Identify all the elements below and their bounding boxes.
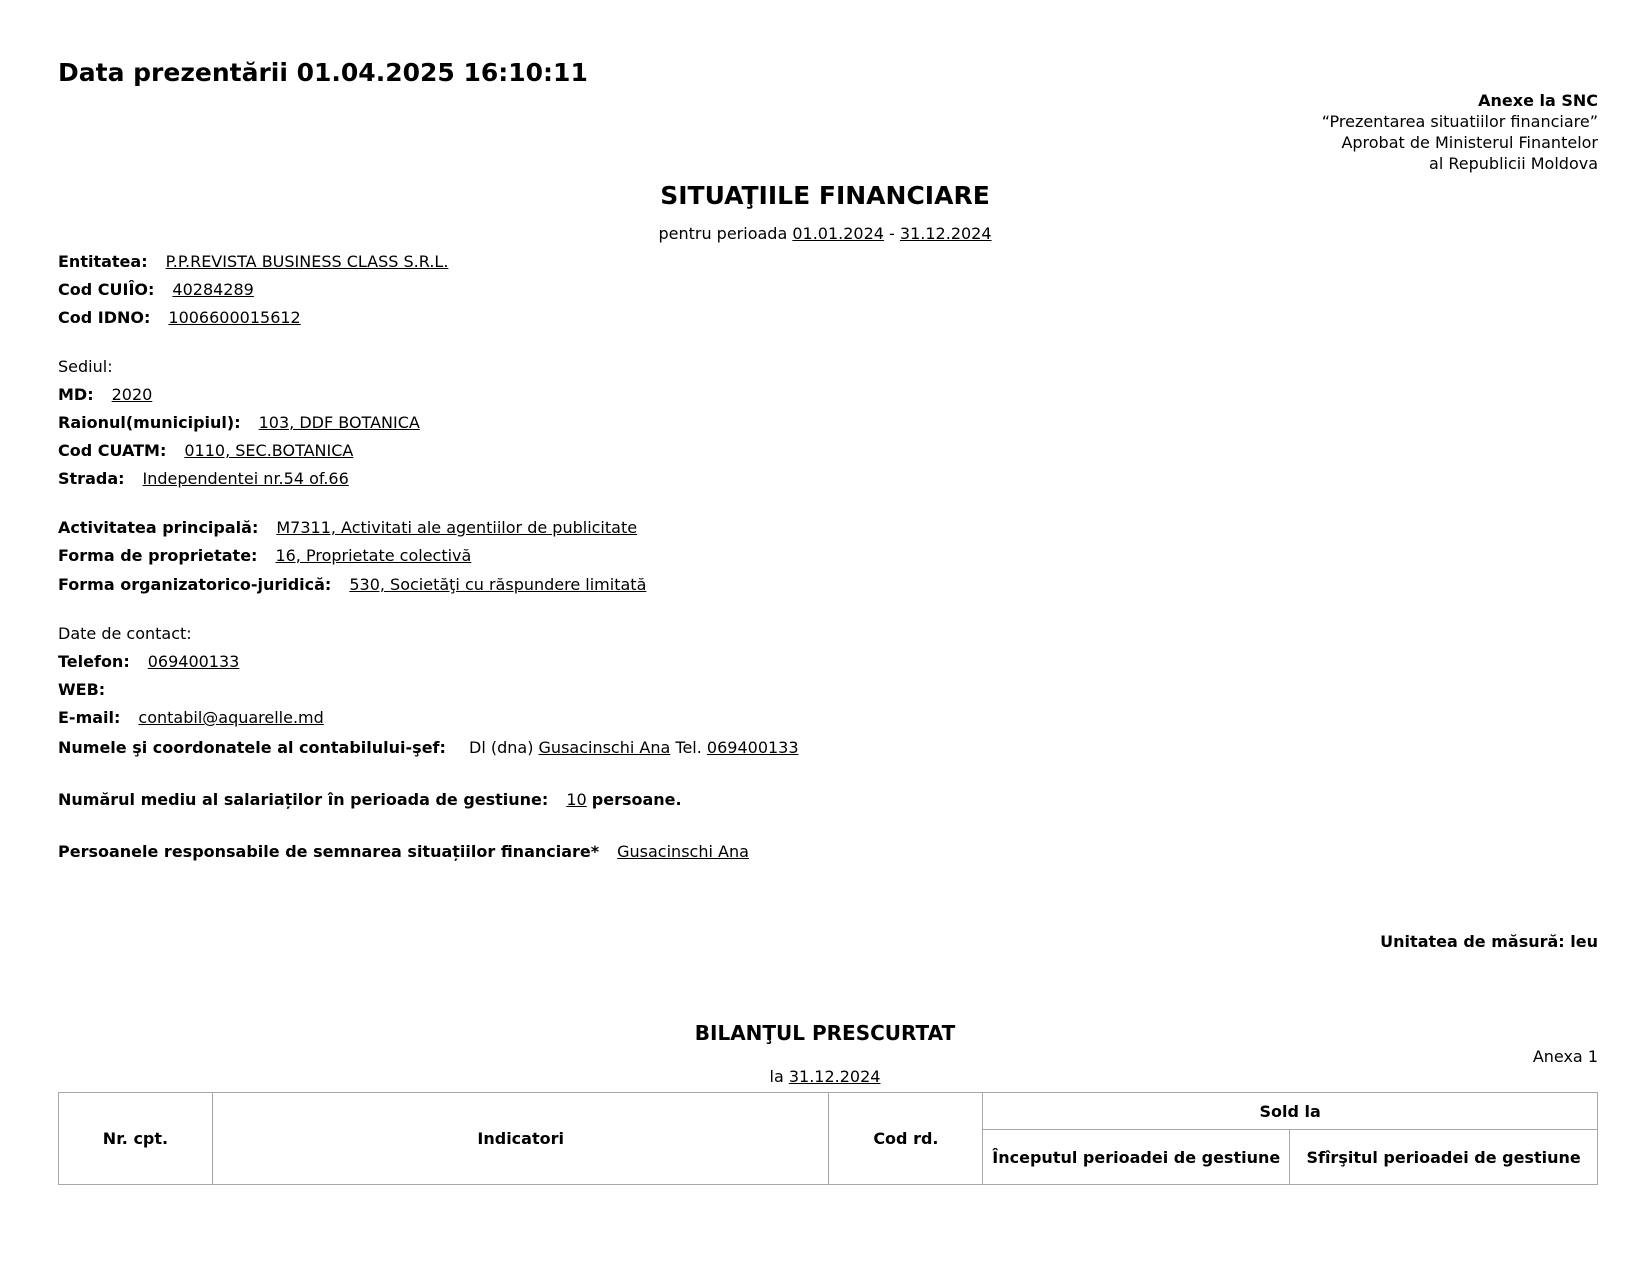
legal-form-label: Forma organizatorico-juridică: [58,575,332,594]
phone-label: Telefon: [58,652,130,671]
idno-value: 1006600015612 [168,308,301,327]
activity-value: M7311, Activitati ale agentiilor de publicitate [276,518,638,537]
annex-line-4: al Republicii Moldova [1429,154,1598,173]
md-label: MD: [58,385,94,404]
annex-line-3: Aprobat de Ministerul Finantelor [1341,133,1598,152]
col-cod: Cod rd. [829,1093,983,1185]
submission-date: Data prezentării 01.04.2025 16:10:11 [58,58,588,87]
ownership-row [58,546,471,565]
accountant-prefix: Dl (dna) [469,738,534,757]
measurement-unit: Unitatea de măsură: leu [1380,932,1598,951]
legal-form-value: 530, Societăţi cu răspundere limitată [349,575,647,594]
phone-value: 069400133 [147,652,240,671]
street-label: Strada: [58,469,125,488]
md-value: 2020 [111,385,153,404]
cuatm-label: Cod CUATM: [58,441,167,460]
ownership-value: 16, Proprietate colectivă [275,546,472,565]
cuatm-value: 0110, SEC.BOTANICA [184,441,354,460]
phone-row [58,652,239,671]
signers-label: Persoanele responsabile de semnarea situațiilor financiare* [58,842,600,861]
balance-date [0,1067,1650,1086]
annex-reference [1322,90,1598,174]
employees-row [58,790,682,809]
idno-row [58,308,301,327]
balance-title: BILANŢUL PRESCURTAT [694,1021,956,1045]
col-start: Începutul perioadei de gestiune [983,1130,1290,1185]
col-sold: Sold la [983,1093,1598,1130]
web-row [58,680,123,699]
raion-label: Raionul(municipiul): [58,413,241,432]
table-header-row [59,1093,1598,1130]
period-sep: - [889,224,895,243]
accountant-tel-label: Tel. [675,738,702,757]
activity-label: Activitatea principală: [58,518,259,537]
accountant-name: Gusacinschi Ana [538,738,671,757]
accountant-tel: 069400133 [706,738,799,757]
period-prefix: pentru perioada [658,224,788,243]
period-from: 01.01.2024 [792,224,884,243]
balance-table [58,1092,1598,1185]
col-nr: Nr. cpt. [59,1093,213,1185]
balance-date-value: 31.12.2024 [788,1067,881,1086]
contact-heading: Date de contact: [58,624,192,643]
document-title: SITUAŢIILE FINANCIARE [660,181,990,210]
entity-value: P.P.REVISTA BUSINESS CLASS S.R.L. [165,252,449,271]
street-row [58,469,349,488]
email-row [58,708,324,727]
entity-label: Entitatea: [58,252,148,271]
cuatm-row [58,441,353,460]
employees-suffix: persoane. [591,790,682,809]
cuiio-label: Cod CUIÎO: [58,280,155,299]
raion-value: 103, DDF BOTANICA [258,413,420,432]
period-to: 31.12.2024 [899,224,992,243]
reporting-period [0,224,1650,243]
cuiio-row [58,280,254,299]
street-value: Independentei nr.54 of.66 [142,469,349,488]
email-value: contabil@aquarelle.md [138,708,324,727]
ownership-label: Forma de proprietate: [58,546,258,565]
idno-label: Cod IDNO: [58,308,151,327]
col-end: Sfîrşitul perioadei de gestiune [1290,1130,1598,1185]
web-label: WEB: [58,680,106,699]
annex-line-1: Anexe la SNC [1478,91,1598,110]
col-indicatori: Indicatori [212,1093,829,1185]
annex-line-2: “Prezentarea situatiilor financiare” [1321,112,1598,131]
employees-value: 10 [566,790,587,809]
employees-label: Numărul mediu al salariaților în perioada de gestiune: [58,790,549,809]
raion-row [58,413,420,432]
signers-row [58,842,749,861]
accountant-label: Numele şi coordonatele al contabilului-şef: [58,738,446,757]
cuiio-value: 40284289 [172,280,254,299]
md-row [58,385,152,404]
entity-row [58,252,448,271]
activity-row [58,518,637,537]
accountant-row [58,738,799,757]
email-label: E-mail: [58,708,121,727]
balance-annex: Anexa 1 [1532,1047,1598,1066]
balance-date-prefix: la [769,1067,784,1086]
legal-form-row [58,575,646,594]
address-heading: Sediul: [58,357,113,376]
signers-value: Gusacinschi Ana [617,842,749,861]
